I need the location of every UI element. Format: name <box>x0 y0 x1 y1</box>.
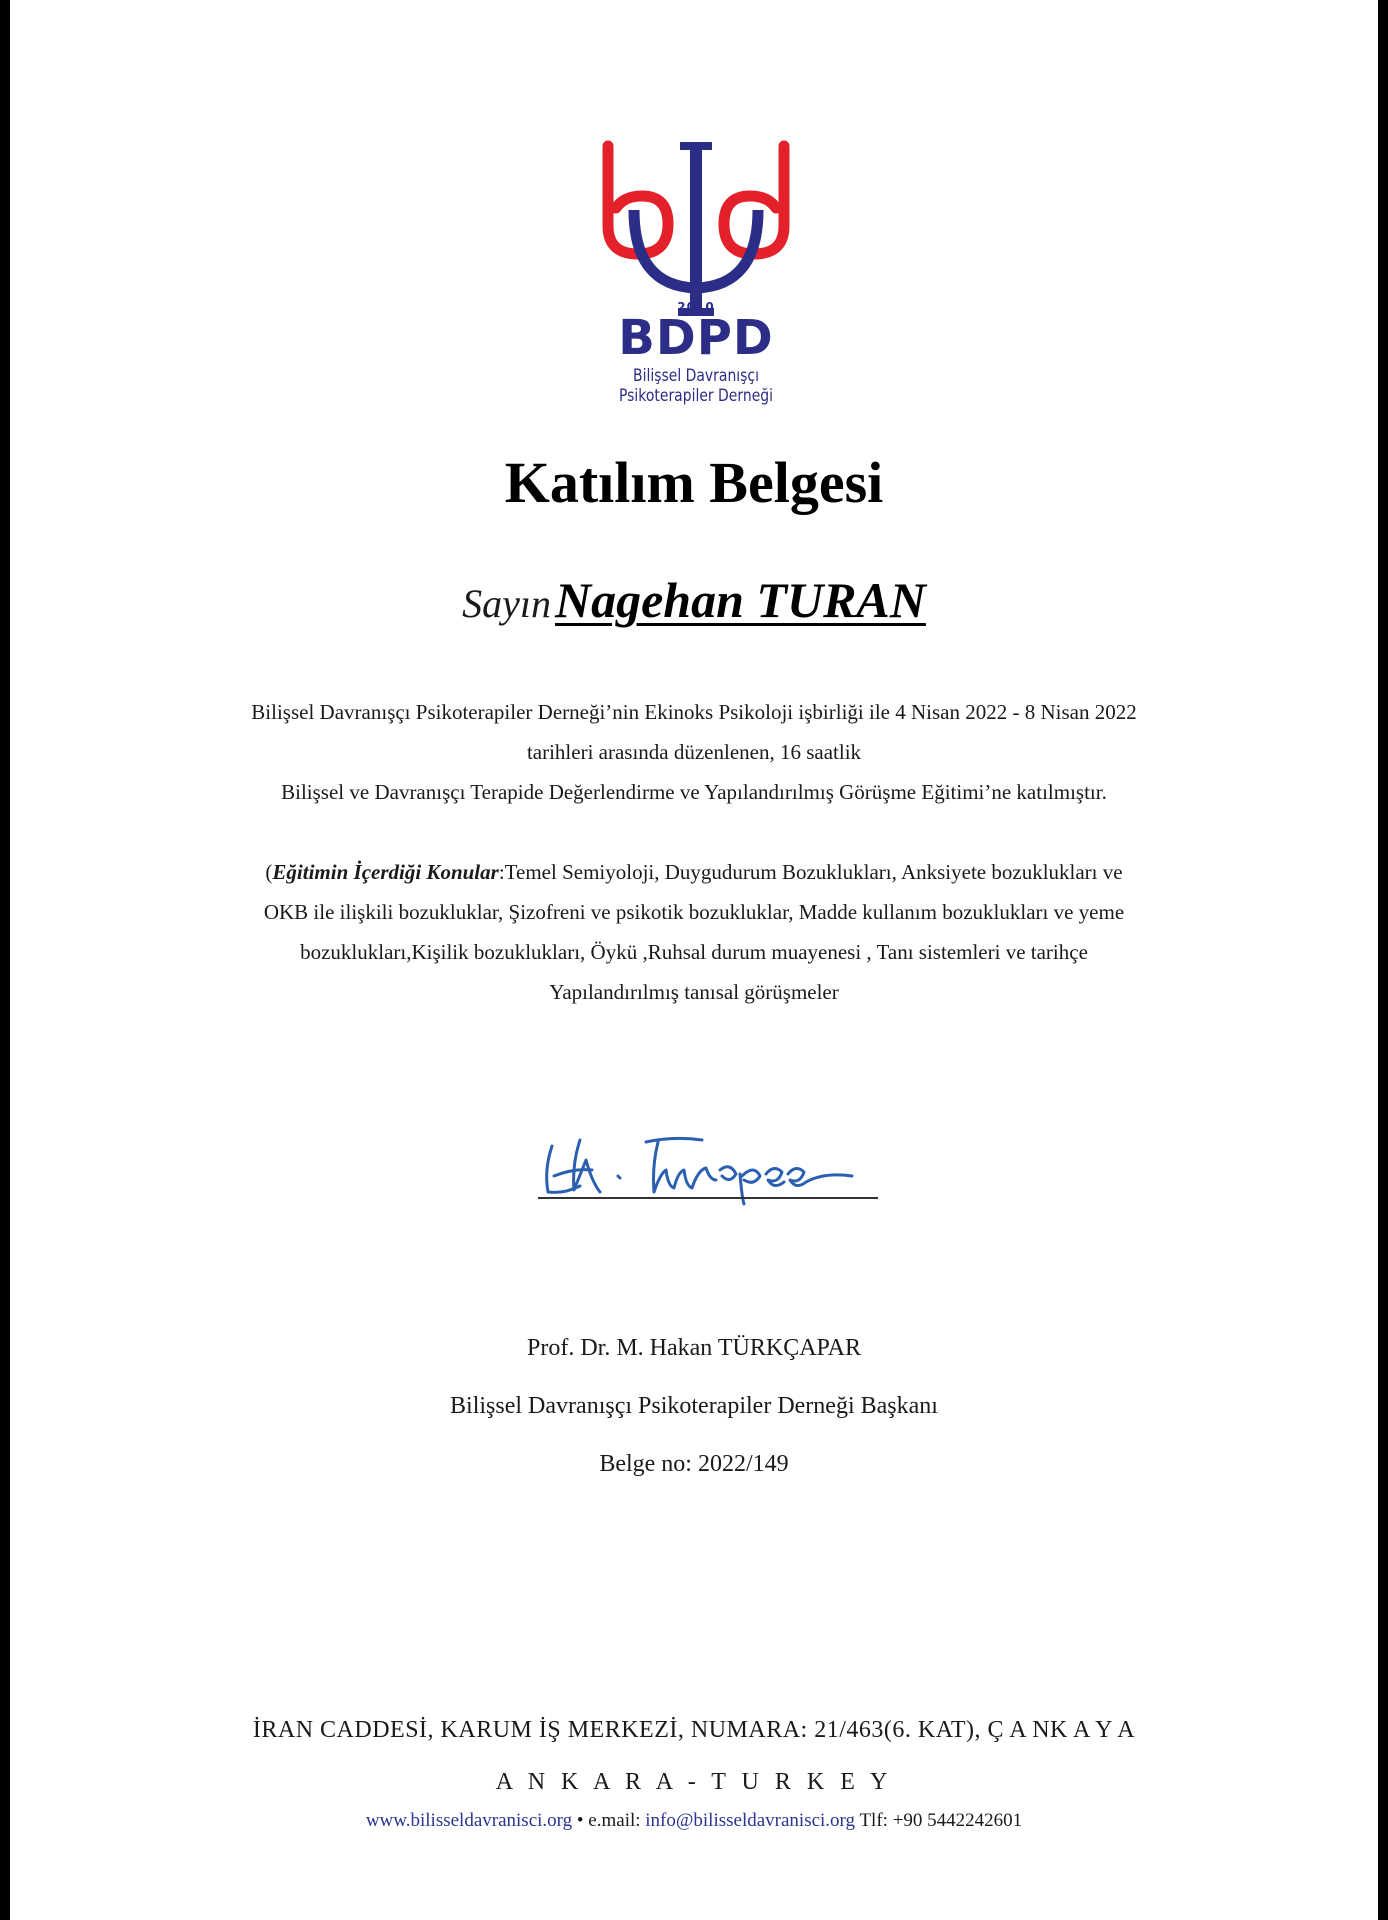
topics-line: bozuklukları,Kişilik bozuklukları, Öykü ,Ruhsal durum muayenesi , Tanı sistemleri ve tarihçe <box>300 940 1088 964</box>
training-topics <box>170 852 1218 1012</box>
topics-open-paren: ( <box>265 860 273 884</box>
certificate-body <box>170 692 1218 812</box>
logo-acronym: BDPD <box>618 310 774 366</box>
logo-org-line1: Bilişsel Davranışçı <box>633 366 759 386</box>
footer-address <box>0 1704 1388 1808</box>
recipient-name: Nagehan TURAN <box>555 572 926 628</box>
address-line2: A N K A R A - T U R K E Y <box>495 1769 893 1795</box>
topics-line <box>170 852 1218 892</box>
signer-name: Prof. Dr. M. Hakan TÜRKÇAPAR <box>526 1335 862 1361</box>
certificate-title: Katılım Belgesi <box>504 450 884 515</box>
signer-role: Bilişsel Davranışçı Psikoterapiler Derneği Başkanı <box>450 1393 938 1419</box>
footer-contacts <box>0 1806 1388 1836</box>
right-border <box>1378 0 1388 1920</box>
body-line: Bilişsel Davranışçı Psikoterapiler Derneği’nin Ekinoks Psikoloji işbirliği ile 4 Nisan 2022 - 8 Nisan 2022 <box>251 700 1137 724</box>
handwritten-signature <box>534 1120 878 1208</box>
document-number: Belge no: 2022/149 <box>599 1451 789 1477</box>
topics-label: Eğitimin İçerdiği Konular <box>272 860 499 884</box>
bdpd-logo-emblem <box>594 140 798 320</box>
email-link[interactable]: info@bilisseldavranisci.org <box>645 1810 856 1831</box>
topics-line: Yapılandırılmış tanısal görüşmeler <box>549 980 839 1004</box>
salutation-prefix: Sayın <box>462 581 551 626</box>
logo-org-line2: Psikoterapiler Derneği <box>619 386 773 406</box>
website-link[interactable]: www.bilisseldavranisci.org <box>365 1810 573 1831</box>
logo-year: 2010 <box>677 300 715 314</box>
topics-text: :Temel Semiyoloji, Duygudurum Bozuklukları, Anksiyete bozuklukları ve <box>498 860 1123 884</box>
topics-line: OKB ile ilişkili bozukluklar, Şizofreni ve psikotik bozukluklar, Madde kullanım bozuklukları ve yeme <box>263 900 1125 924</box>
phone-number: Tlf: +90 5442242601 <box>855 1810 1023 1831</box>
email-separator: • e.mail: <box>572 1810 646 1831</box>
body-line: tarihleri arasında düzenlenen, 16 saatlik <box>526 740 862 764</box>
salutation <box>0 568 1388 645</box>
logo-organization-name <box>612 366 779 406</box>
signature-line <box>538 1197 878 1199</box>
address-line1: İRAN CADDESİ, KARUM İŞ MERKEZİ, NUMARA: 21/463(6. KAT), Ç A NK A Y A <box>252 1717 1136 1743</box>
left-border <box>0 0 10 1920</box>
body-line: Bilişsel ve Davranışçı Terapide Değerlendirme ve Yapılandırılmış Görüşme Eğitimi’ne katılmıştır. <box>281 780 1107 804</box>
